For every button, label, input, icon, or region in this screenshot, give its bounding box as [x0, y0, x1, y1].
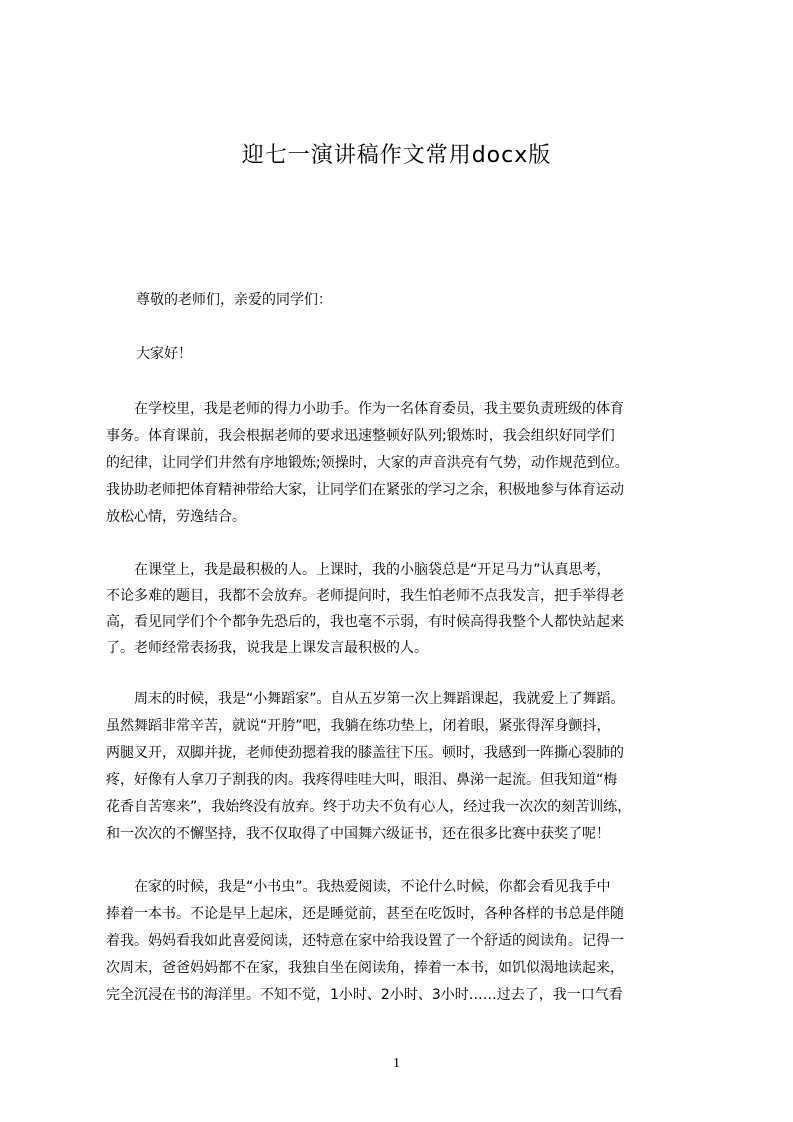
- paragraph-line: 捧着一本书。不论是早上起床，还是睡觉前，甚至在吃饭时，各种各样的书总是伴随: [106, 906, 624, 922]
- greeting: 大家好！: [136, 346, 192, 362]
- paragraph-line: 和一次次的不懈坚持，我不仅取得了中国舞六级证书，还在很多比赛中获奖了呢！: [106, 826, 610, 842]
- paragraph-line: 不论多难的题目，我都不会放弃。老师提问时，我生怕老师不点我发言，把手举得老: [106, 588, 624, 604]
- paragraph-line: 在学校里，我是老师的得力小助手。作为一名体育委员，我主要负责班级的体育: [106, 401, 624, 417]
- paragraph-line: 在课堂上，我是最积极的人。上课时，我的小脑袋总是“开足马力”认真思考，: [106, 562, 611, 578]
- paragraph-line: 在家的时候，我是“小书虫”。我热爱阅读，不论什么时候，你都会看见我手中: [106, 879, 611, 895]
- paragraph-line: 了。老师经常表扬我，说我是上课发言最积极的人。: [106, 640, 428, 656]
- document-title: 迎七一演讲稿作文常用docx版: [241, 143, 552, 168]
- paragraph-line: 的纪律，让同学们井然有序地锻炼;领操时，大家的声音洪亮有气势，动作规范到位。: [106, 455, 629, 471]
- paragraph-line: 花香自苦寒来”，我始终没有放弃。终于功夫不负有心人，经过我一次次的刻苦训练，: [106, 799, 632, 815]
- salutation: 尊敬的老师们，亲爱的同学们：: [136, 292, 332, 308]
- paragraph-line: 周末的时候，我是“小舞蹈家”。自从五岁第一次上舞蹈课起，我就爱上了舞蹈。: [106, 691, 625, 707]
- page-number: 1: [393, 1056, 400, 1071]
- paragraph-line: 我协助老师把体育精神带给大家，让同学们在紧张的学习之余，积极地参与体育运动: [106, 482, 624, 498]
- paragraph-line: 放松心情，劳逸结合。: [106, 509, 246, 525]
- paragraph-line: 虽然舞蹈非常辛苦，就说“开胯”吧，我躺在练功垫上，闭着眼，紧张得浑身颤抖，: [106, 718, 611, 734]
- paragraph-line: 次周末，爸爸妈妈都不在家，我独自坐在阅读角，捧着一本书，如饥似渴地读起来，: [106, 960, 624, 976]
- paragraph-line: 两腿叉开，双脚并拢，老师使劲摁着我的膝盖往下压。顿时，我感到一阵撕心裂肺的: [106, 745, 624, 761]
- paragraph-line: 疼，好像有人拿刀子割我的肉。我疼得哇哇大叫，眼泪、鼻涕一起流。但我知道“梅: [106, 772, 618, 788]
- paragraph-line: 事务。体育课前，我会根据老师的要求迅速整顿好队列;锻炼时，我会组织好同学们: [106, 428, 615, 444]
- paragraph-line: 完全沉浸在书的海洋里。不知不觉，1小时、2小时、3小时……过去了，我一口气看: [106, 987, 623, 1003]
- paragraph-line: 着我。妈妈看我如此喜爱阅读，还特意在家中给我设置了一个舒适的阅读角。记得一: [106, 933, 624, 949]
- paragraph-line: 高，看见同学们个个都争先恐后的，我也毫不示弱，有时候高得我整个人都快站起来: [106, 614, 624, 630]
